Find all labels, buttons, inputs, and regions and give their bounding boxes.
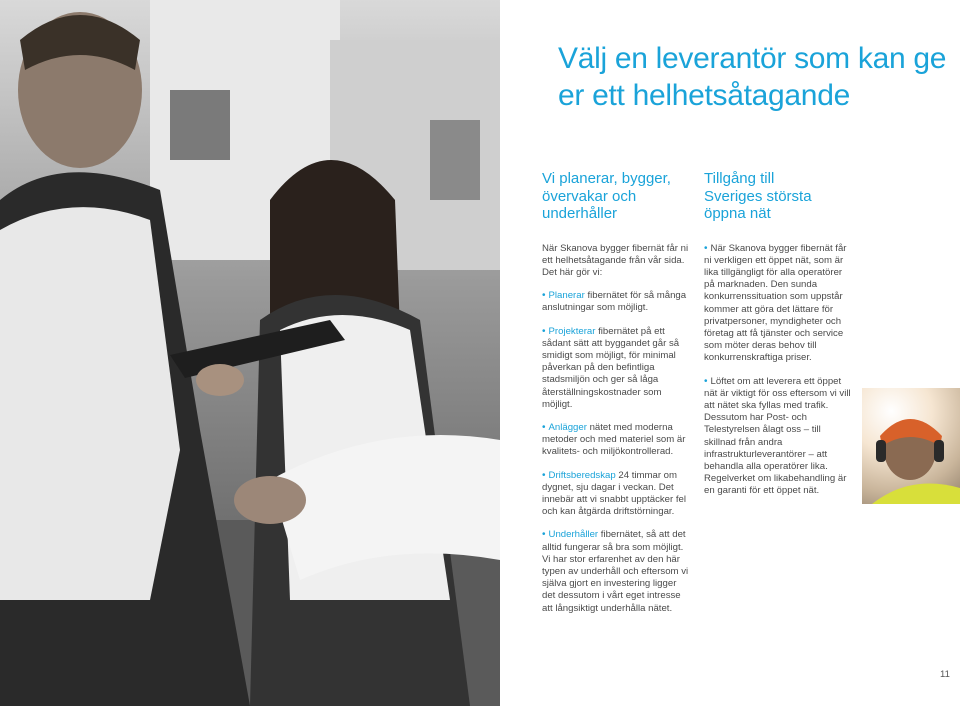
left-title-line: Vi planerar, bygger, [542, 170, 671, 187]
bullet-item [542, 529, 690, 614]
right-title-line: Tillgång till [704, 170, 775, 187]
bullet-text: 24 timmar om dygnet, sju dagar i veckan. Det innebär att vi snabbt upptäcker fel och kan åtgärda driftstörningar. [542, 469, 686, 518]
bullet-dot-icon: • [542, 325, 546, 337]
bullet-item [704, 376, 852, 498]
left-column-title [542, 170, 690, 223]
bullet-text: fibernätet på ett sådant sätt att byggandet går så smidigt som möjligt, för minimal påverkan på den befintliga stadsmiljön och ger så låga återställningskostnader som möjligt. [542, 325, 680, 410]
bullet-keyword: Planerar [548, 290, 585, 302]
page-headline [558, 40, 958, 114]
left-title-line: underhåller [542, 205, 618, 222]
worker-photo [862, 388, 960, 504]
left-intro: När Skanova bygger fibernät får ni ett helhetsåtagande från vår sida. Det här gör vi: [542, 242, 689, 278]
bullet-keyword: Anlägger [548, 421, 587, 433]
right-column-title [704, 170, 852, 223]
bullet-dot-icon: • [704, 242, 708, 254]
left-title-line: övervakar och [542, 187, 637, 205]
bullet-item [542, 290, 690, 314]
bullet-dot-icon: • [542, 421, 546, 433]
bullet-dot-icon: • [542, 290, 546, 302]
bullet-keyword: Projekterar [548, 325, 596, 337]
left-column [542, 170, 690, 626]
bullet-keyword: Driftsberedskap [548, 469, 616, 481]
bullet-dot-icon: • [704, 375, 708, 387]
headline-line: Välj en leverantör som kan ge [558, 42, 947, 75]
bullet-dot-icon: • [542, 529, 546, 541]
bullet-text: nätet med moderna metoder och med materiel som är kvalitets- och miljökontrollerad. [542, 421, 686, 458]
bullet-item [704, 243, 852, 365]
page-number: 11 [940, 669, 950, 680]
bullet-item [542, 326, 690, 411]
bullet-dot-icon: • [542, 469, 546, 481]
right-column [704, 170, 852, 509]
bullet-text: När Skanova bygger fibernät får ni verkligen ett öppet nät, som är lika tillgängligt för alla operatörer på marknaden. Den sunda konkurrenssituation som uppstår kommer att göra det lättare för privatpersoner, myndigheter och företag att få tjänster och service som möter deras behov till konkurrenskraftiga priser. [704, 242, 847, 364]
bullet-text: Löftet om att leverera ett öppet nät är viktigt för oss eftersom vi vill att nätet ska fyllas med trafik. Dessutom har Post- och Telestyrelsen ålagt oss – till skillnad från andra infrastrukturleverantörer – att behandla alla operatörer lika. Regelverket om likabehandling är en garanti för ett öppet nät. [704, 375, 851, 497]
headline-line: er ett helhetsåtagande [558, 79, 850, 112]
bullet-keyword: Underhåller [548, 529, 599, 541]
bullet-text: fibernätet, så att det alltid fungerar så bra som möjligt. Vi har stor erfarenhet av den här typen av underhåll och eftersom vi själva gjort en investering ligger det dessutom i vårt eget intresse att långsiktigt underhålla nätet. [542, 529, 689, 614]
worker-photo-illustration [862, 388, 960, 504]
bullet-item [542, 422, 690, 459]
right-title-line: öppna nät [704, 205, 771, 222]
right-title-line: Sveriges största [704, 187, 812, 205]
bullet-item [542, 470, 690, 519]
bullet-text: fibernätet för så många anslutningar som möjligt. [542, 290, 687, 314]
